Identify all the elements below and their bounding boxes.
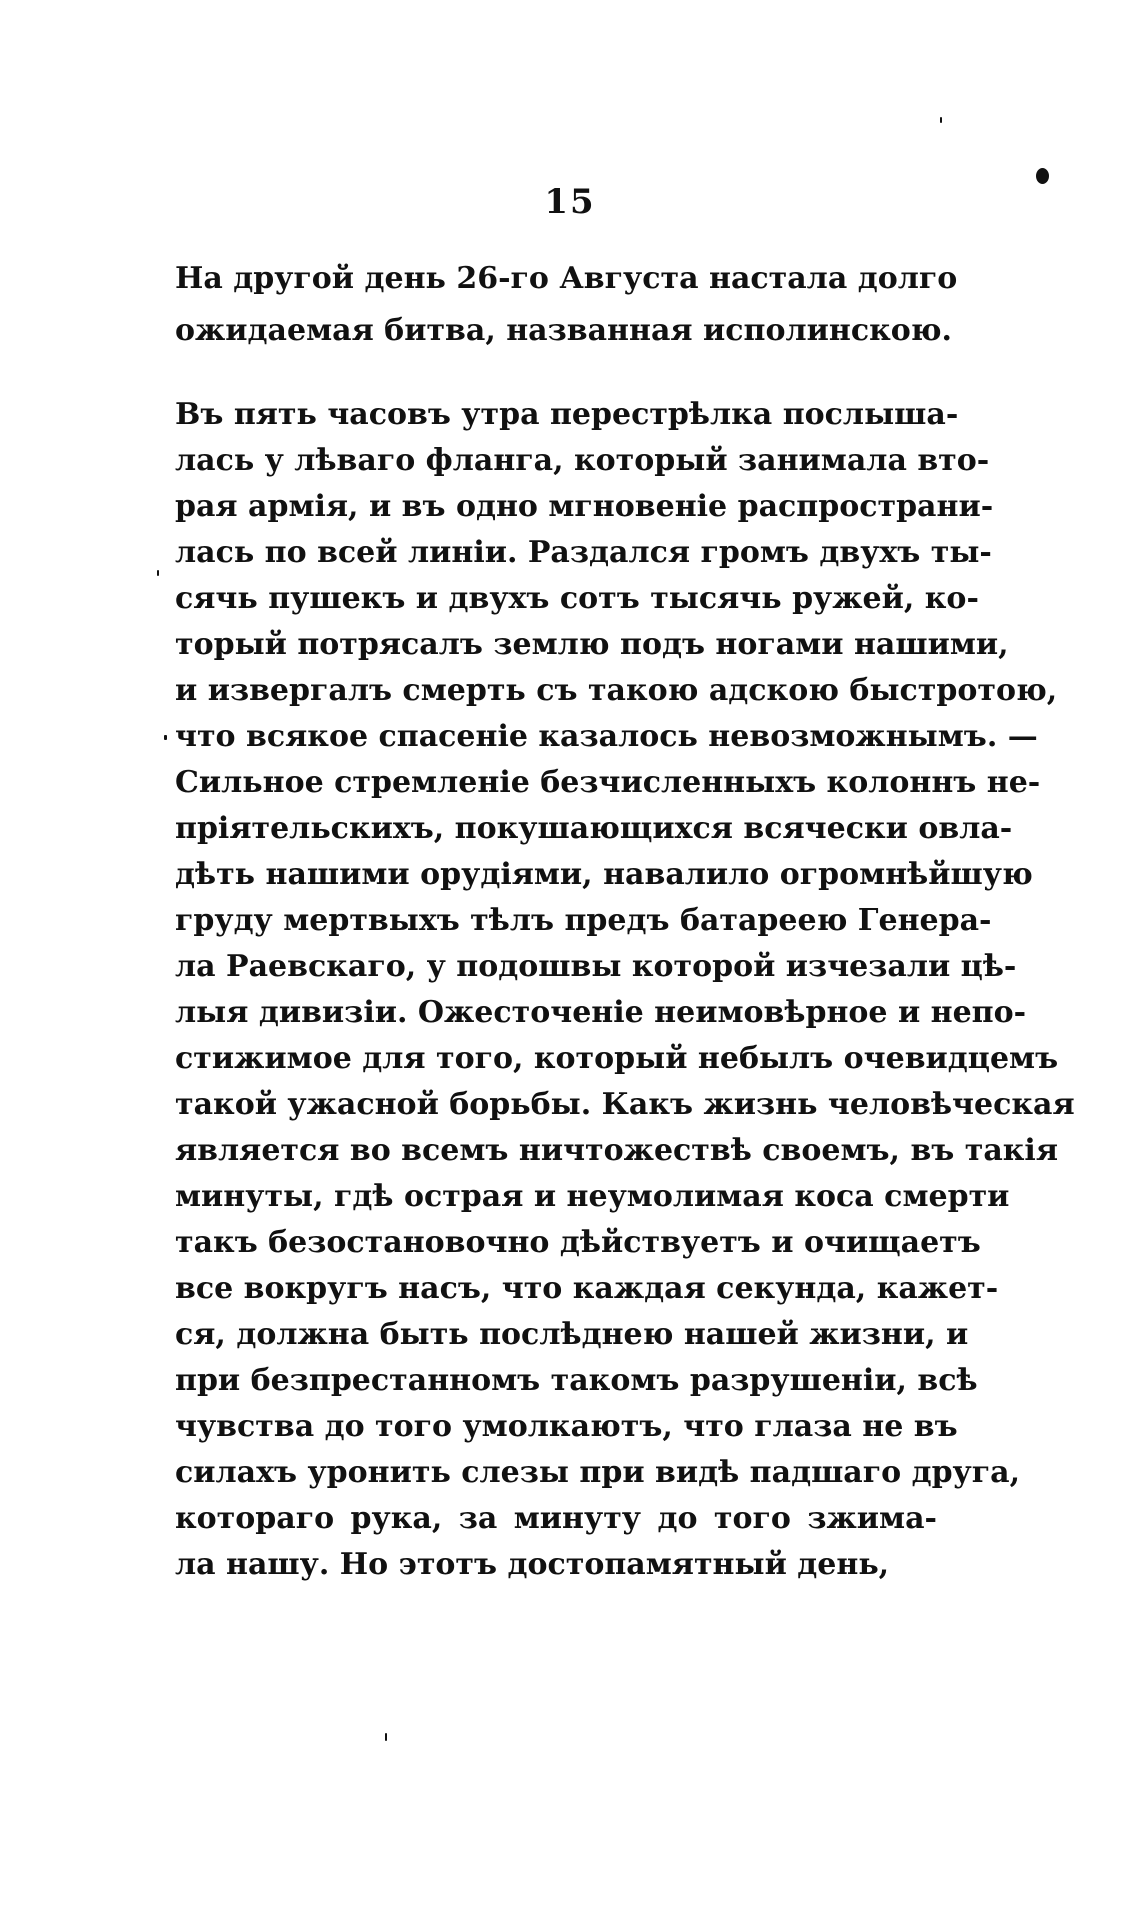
text-line: ся, должна быть послѣднею нашей жизни, и — [175, 1317, 969, 1352]
text-line: минуты, гдѣ острая и неумолимая коса смерти — [175, 1179, 1010, 1214]
text-line: силахъ уронить слезы при видѣ падшаго друга, — [175, 1455, 1021, 1490]
intro-paragraph — [175, 253, 958, 357]
text-line: что всякое спасеніе казалось невозможнымъ. — — [175, 719, 1038, 754]
text-line: чувства до того умолкаютъ, что глаза не въ — [175, 1409, 958, 1444]
text-line: ла нашу. Но этотъ достопамятный день, — [175, 1547, 890, 1582]
text-line: сячь пушекъ и двухъ сотъ тысячь ружей, ко- — [175, 581, 979, 616]
text-line: груду мертвыхъ тѣлъ предъ батареею Генера- — [175, 903, 992, 938]
text-line: торый потрясалъ землю подъ ногами нашими, — [175, 627, 1009, 662]
text-line: является во всемъ ничтожествѣ своемъ, въ такія — [175, 1133, 1058, 1168]
text-line: лась по всей линіи. Раздался громъ двухъ ты- — [175, 535, 992, 570]
text-line: лась у лѣваго фланга, который занимала вто- — [175, 443, 990, 478]
ink-speck — [157, 570, 159, 576]
text-line: пріятельскихъ, покушающихся всячески овла- — [175, 811, 1013, 846]
main-paragraph — [175, 392, 1075, 1588]
text-line: стижимое для того, который небылъ очевидцемъ — [175, 1041, 1059, 1076]
text-line: такой ужасной борьбы. Какъ жизнь человѣческая — [175, 1087, 1075, 1122]
text-line: Въ пять часовъ утра перестрѣлка послыша- — [175, 397, 959, 432]
ink-speck — [940, 117, 942, 123]
text-line: ожидаемая битва, названная исполинскою. — [175, 313, 952, 348]
ink-speck — [1036, 168, 1049, 184]
text-line: Сильное стремленіе безчисленныхъ колоннъ не- — [175, 765, 1041, 800]
text-line: такъ безостановочно дѣйствуетъ и очищаетъ — [175, 1225, 981, 1260]
text-line: при безпрестанномъ такомъ разрушеніи, всѣ — [175, 1363, 978, 1398]
text-line: все вокругъ насъ, что каждая секунда, кажет- — [175, 1271, 999, 1306]
text-line: котораго рука, за минуту до того зжима- — [175, 1501, 937, 1536]
text-line: рая армія, и въ одно мгновеніе распространи- — [175, 489, 994, 524]
text-line: ла Раевскаго, у подошвы которой изчезали цѣ- — [175, 949, 1017, 984]
text-line: На другой день 26-го Августа настала долго — [175, 261, 958, 296]
text-line: лыя дивизіи. Ожесточеніе неимовѣрное и непо- — [175, 995, 1027, 1030]
text-line: дѣть нашими орудіями, навалило огромнѣйшую — [175, 857, 1033, 892]
ink-speck — [385, 1733, 387, 1741]
ink-speck — [164, 735, 167, 740]
text-line: и извергалъ смерть съ такою адскою быстротою, — [175, 673, 1058, 708]
page-number: 15 — [544, 182, 596, 222]
